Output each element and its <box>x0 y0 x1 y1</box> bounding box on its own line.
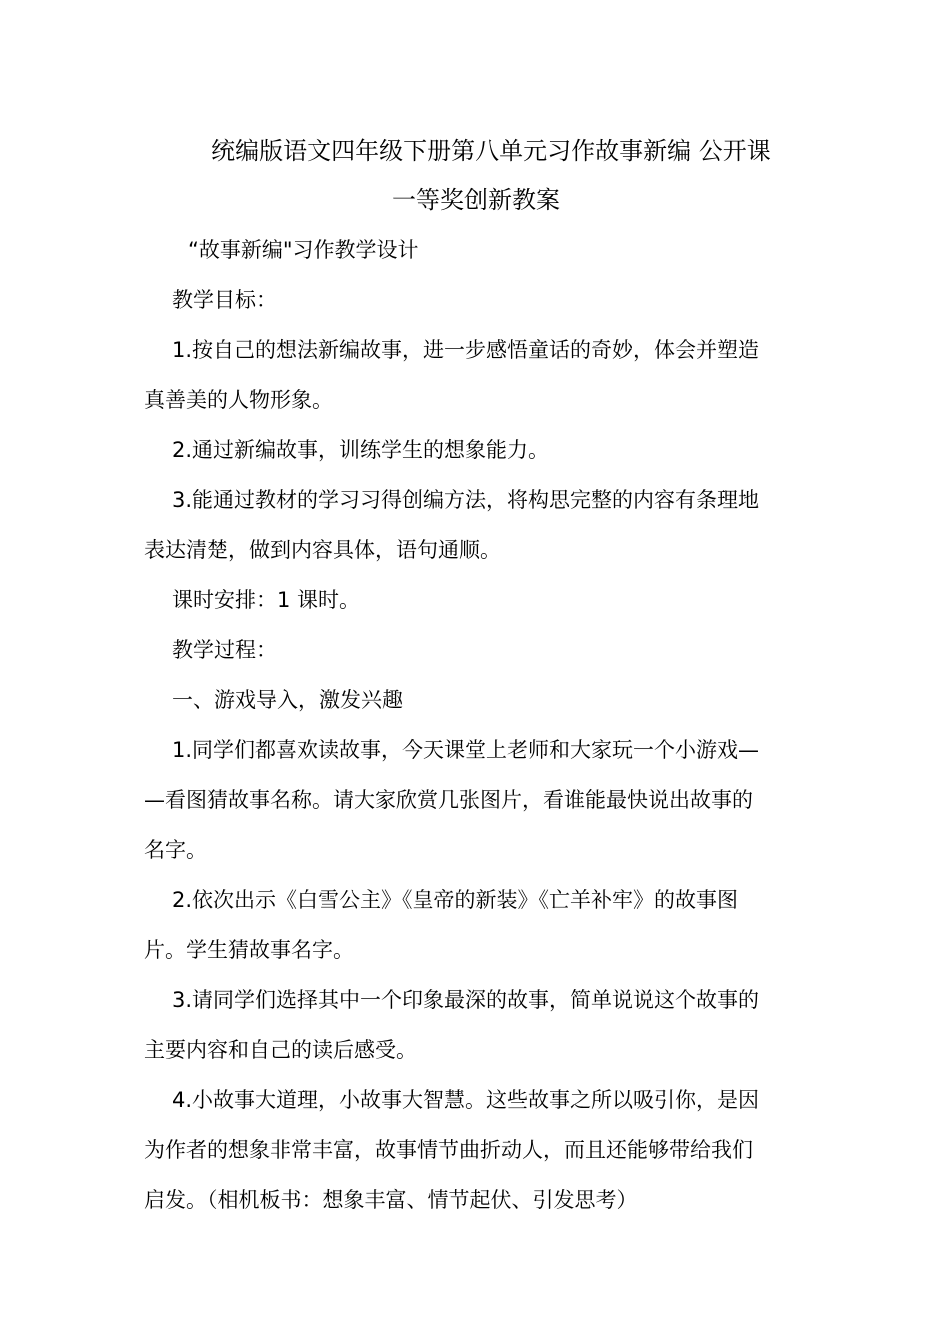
section-heading: 一、游戏导入，激发兴趣 <box>172 688 403 712</box>
paragraph-line: —看图猜故事名称。请大家欣赏几张图片，看谁能最快说出故事的 <box>144 788 753 812</box>
document-title-line-2: 一等奖创新教案 <box>392 186 560 214</box>
subtitle-design: “故事新编"习作教学设计 <box>188 238 419 262</box>
paragraph-line: 为作者的想象非常丰富，故事情节曲折动人，而且还能够带给我们 <box>144 1138 753 1162</box>
paragraph-line: 3.能通过教材的学习习得创编方法，将构思完整的内容有条理地 <box>172 488 760 512</box>
paragraph-line: 2.依次出示《白雪公主》《皇帝的新装》《亡羊补牢》的故事图 <box>172 888 739 912</box>
heading-process: 教学过程： <box>172 638 277 662</box>
paragraph-line: 启发。（相机板书：想象丰富、情节起伏、引发思考） <box>144 1188 638 1212</box>
paragraph-line: 表达清楚，做到内容具体，语句通顺。 <box>144 538 501 562</box>
paragraph-line: 2.通过新编故事，训练学生的想象能力。 <box>172 438 550 462</box>
paragraph-line: 1.同学们都喜欢读故事，今天课堂上老师和大家玩一个小游戏— <box>172 738 760 762</box>
paragraph-line: 主要内容和自己的读后感受。 <box>144 1038 417 1062</box>
paragraph-line: 片。学生猜故事名字。 <box>144 938 354 962</box>
paragraph-line: 1.按自己的想法新编故事，进一步感悟童话的奇妙，体会并塑造 <box>172 338 760 362</box>
paragraph-line: 真善美的人物形象。 <box>144 388 333 412</box>
paragraph-line: 3.请同学们选择其中一个印象最深的故事，简单说说这个故事的 <box>172 988 760 1012</box>
paragraph-line: 名字。 <box>144 838 207 862</box>
heading-objectives: 教学目标： <box>172 288 277 312</box>
paragraph-line: 4.小故事大道理，小故事大智慧。这些故事之所以吸引你，是因 <box>172 1088 760 1112</box>
document-title-line-1: 统编版语文四年级下册第八单元习作故事新编 公开课 <box>211 137 771 165</box>
heading-schedule: 课时安排：1 课时。 <box>172 588 361 612</box>
